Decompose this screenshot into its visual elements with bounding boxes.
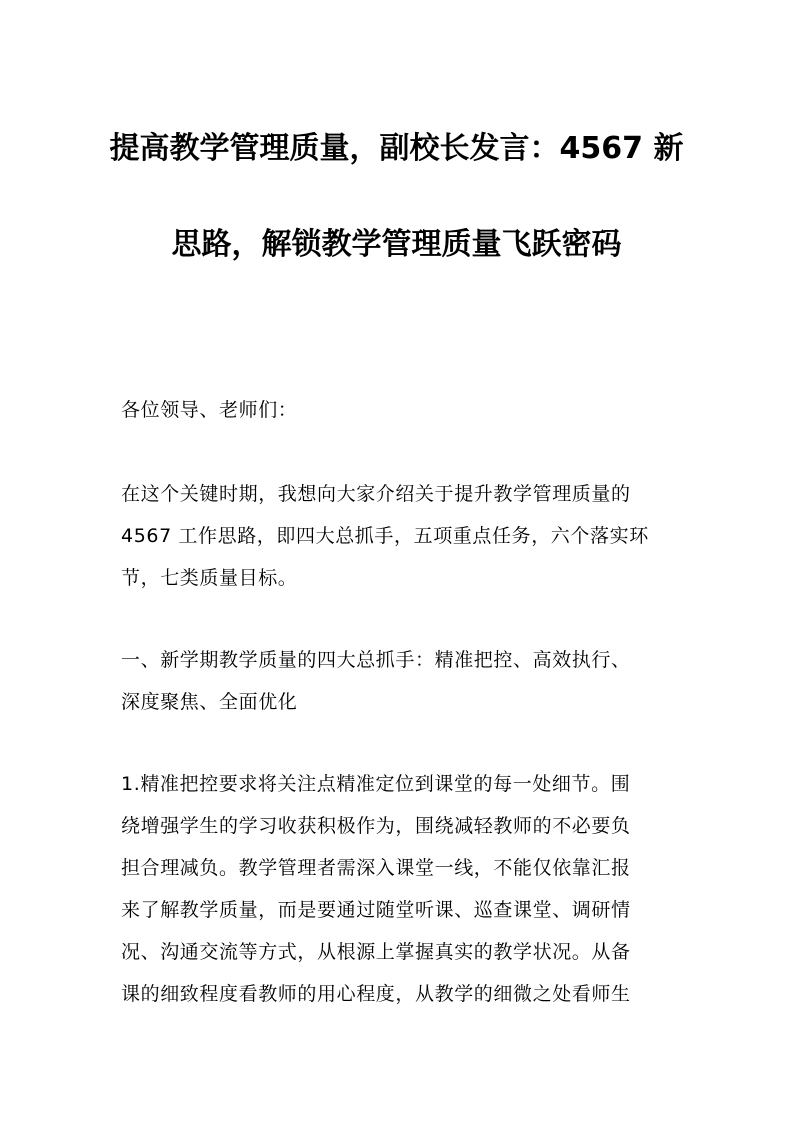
intro-line-2: 4567 工作思路，即四大总抓手，五项重点任务，六个落实环 (121, 525, 649, 547)
paragraph-1-line-1: 1.精准把控要求将关注点精准定位到课堂的每一处细节。围 (121, 773, 631, 795)
paragraph-1-line-4: 来了解教学质量，而是要通过随堂听课、巡查课堂、调研情 (121, 899, 631, 921)
paragraph-1-line-3: 担合理减负。教学管理者需深入课堂一线，不能仅依靠汇报 (121, 857, 631, 879)
title-line-2: 思路，解锁教学管理质量飞跃密码 (171, 227, 622, 262)
section-1-heading-line-2: 深度聚焦、全面优化 (121, 691, 298, 713)
paragraph-1-line-2: 绕增强学生的学习收获积极作为，围绕减轻教师的不必要负 (121, 815, 631, 837)
salutation: 各位领导、老师们： (121, 399, 298, 421)
paragraph-1-line-5: 况、沟通交流等方式，从根源上掌握真实的教学状况。从备 (121, 941, 631, 963)
intro-line-3: 节，七类质量目标。 (121, 567, 298, 589)
section-1-heading-line-1: 一、新学期教学质量的四大总抓手：精准把控、高效执行、 (121, 649, 631, 671)
paragraph-1-line-6: 课的细致程度看教师的用心程度，从教学的细微之处看师生 (121, 983, 631, 1005)
intro-line-1: 在这个关键时期，我想向大家介绍关于提升教学管理质量的 (121, 483, 631, 505)
title-line-1: 提高教学管理质量，副校长发言：4567 新 (109, 131, 684, 166)
